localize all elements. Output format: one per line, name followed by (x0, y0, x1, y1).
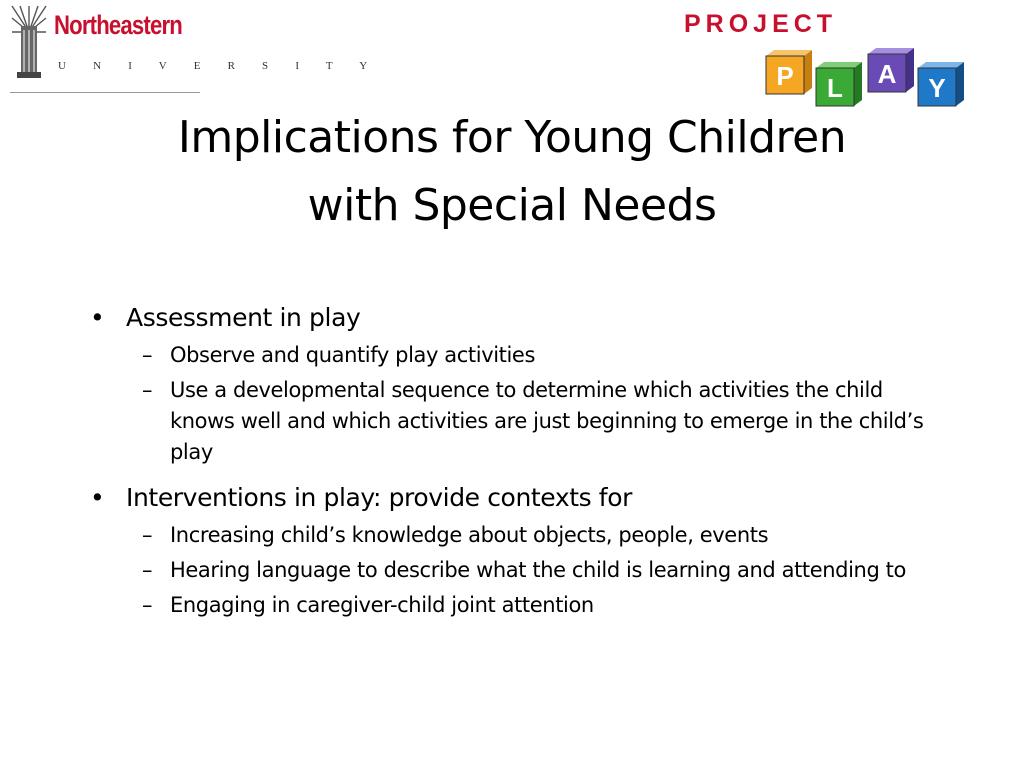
sub-bullet-item (84, 520, 950, 551)
project-play-logo (682, 10, 972, 110)
block-a-letter: A (877, 59, 897, 89)
sub-bullet-text: Increasing child’s knowledge about objects, people, events (170, 523, 769, 547)
block-y-letter: Y (928, 73, 946, 103)
logo-divider (10, 92, 200, 93)
bullet-text: Interventions in play: provide contexts for (126, 483, 632, 512)
slide-title-line-2: with Special Needs (307, 180, 717, 231)
slide-title (0, 104, 1024, 240)
sub-bullet-text: Hearing language to describe what the child is learning and attending to (170, 558, 906, 582)
sub-bullet-text: Engaging in caregiver-child joint attention (170, 593, 594, 617)
sub-bullet-item (84, 555, 950, 586)
sub-bullet-marker: – (142, 593, 153, 617)
play-blocks-icon (764, 46, 974, 110)
sub-bullet-text: Observe and quantify play activities (170, 343, 535, 367)
sub-bullet-marker: – (142, 343, 153, 367)
project-wordmark: PROJECT (684, 10, 838, 38)
northeastern-university-text: U N I V E R S I T Y (58, 60, 380, 72)
sub-bullet-marker: – (142, 523, 153, 547)
northeastern-logo (10, 4, 380, 94)
bullet-list (84, 300, 964, 621)
bullet-marker: • (90, 303, 105, 332)
block-l (816, 62, 862, 106)
block-p-letter: P (776, 61, 794, 91)
bullet-text: Assessment in play (126, 303, 361, 332)
sub-bullet-text: Use a developmental sequence to determine which activities the child knows well and which activities are just beginning to emerge in the child’s play (170, 378, 924, 464)
slide-title-line-1: Implications for Young Children (177, 112, 847, 163)
bullet-marker: • (90, 483, 105, 512)
sub-bullet-marker: – (142, 558, 153, 582)
sub-bullet-item (84, 375, 950, 468)
northeastern-wordmark: Northeastern (54, 10, 182, 40)
bullet-item (84, 480, 964, 516)
sub-bullet-item (84, 340, 950, 371)
block-y (918, 62, 964, 106)
block-p (766, 50, 812, 94)
block-a (868, 48, 914, 92)
sub-bullet-marker: – (142, 378, 153, 402)
bullet-item (84, 300, 964, 336)
northeastern-seal-icon (10, 4, 48, 80)
block-l-letter: L (827, 73, 843, 103)
sub-bullet-item (84, 590, 950, 621)
